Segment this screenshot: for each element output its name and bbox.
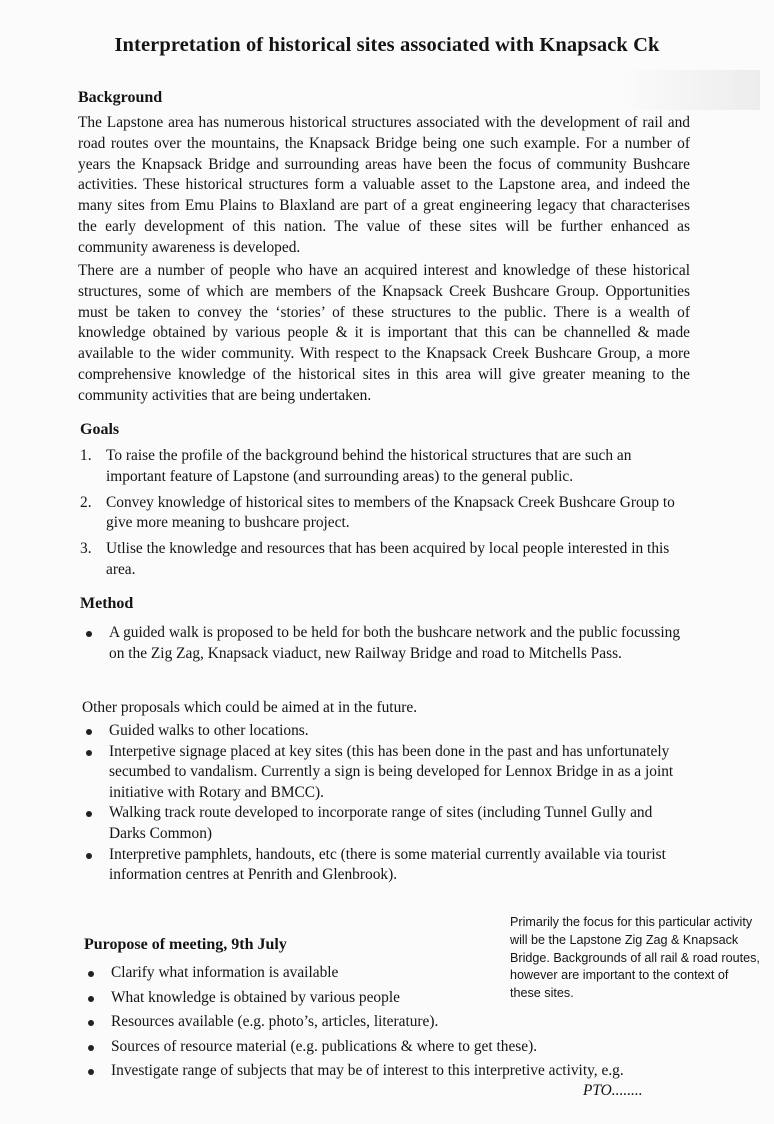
side-note: Primarily the focus for this particular activity will be the Lapstone Zig Zag & Knapsack Bridge. Backgrounds of all rail & road routes, however are important to the context of these sites. — [510, 915, 760, 1001]
background-heading: Background — [78, 89, 163, 106]
bullet-icon — [86, 750, 92, 756]
bullet-icon — [88, 1045, 94, 1051]
purpose-item: Clarify what information is available — [84, 961, 744, 986]
purpose-list — [84, 961, 744, 1084]
proposal-item: Interpretive pamphlets, handouts, etc (there is some material currently available via tourist information centres at Penrith and Glenbrook). — [82, 845, 692, 886]
purpose-item: Resources available (e.g. photo’s, articles, literature). — [84, 1010, 744, 1035]
goal-item: 2. Convey knowledge of historical sites to members of the Knapsack Creek Bushcare Group to give more meaning to bushcare project. — [80, 493, 675, 532]
background-paragraph-2: There are a number of people who have an acquired interest and knowledge of these historical structures, some of which are members of the Knapsack Creek Bushcare Group. Opportunities must be taken to convey the ‘stories’ of these structures to the public. There is a wealth of knowledge obtained by various people & it is important that this can be channelled & made available to the wider community. With respect to the Knapsack Creek Bushcare Group, a more comprehensive knowledge of the historical sites in this area will give greater meaning to the community activities that are being undertaken. — [78, 262, 690, 404]
purpose-item: Investigate range of subjects that may be of interest to this interpretive activity, e.g. — [84, 1059, 744, 1084]
bullet-icon — [86, 853, 92, 859]
pto-note: PTO........ — [583, 1082, 643, 1099]
goal-item: 3. Utlise the knowledge and resources that has been acquired by local people interested in this area. — [80, 540, 670, 578]
goals-heading: Goals — [80, 421, 120, 438]
background-paragraph-1: The Lapstone area has numerous historical structures associated with the development of rail and road routes over the mountains, the Knapsack Bridge being one such example. For a number of years the Knapsack Bridge and surrounding areas have been the focus of community Bushcare activities. These historical structures form a valuable asset to the Lapstone area, and indeed the many sites from Emu Plains to Blaxland are part of a great engineering legacy that characterises the early development of this nation. The value of these sites will be further enhanced as community awareness is developed. — [78, 114, 690, 256]
bullet-icon — [88, 1020, 94, 1026]
proposal-item: Interpetive signage placed at key sites (this has been done in the past and has unfortunately secumbed to vandalism. Currently a sign is being developed for Lennox Bridge in as a joint initiative with Rotary and BMCC). — [82, 742, 692, 804]
bullet-icon — [88, 996, 94, 1002]
bullet-icon — [86, 631, 92, 637]
bullet-icon — [88, 1069, 94, 1075]
bullet-icon — [86, 729, 92, 735]
bullet-icon — [88, 971, 94, 977]
method-list — [82, 623, 682, 664]
method-item: A guided walk is proposed to be held for both the bushcare network and the public focussing on the Zig Zag, Knapsack viaduct, new Railway Bridge and road to Mitchells Pass. — [82, 623, 682, 664]
proposal-item: Walking track route developed to incorporate range of sites (including Tunnel Gully and Darks Common) — [82, 803, 692, 844]
goals-list — [80, 446, 692, 586]
other-proposals-intro: Other proposals which could be aimed at in the future. — [82, 699, 418, 716]
bleed-through-shadow — [620, 70, 760, 110]
proposal-item: Guided walks to other locations. — [82, 721, 692, 742]
purpose-heading: Puropose of meeting, 9th July — [84, 936, 287, 953]
document-title: Interpretation of historical sites associated with Knapsack Ck — [114, 34, 660, 56]
other-proposals-list — [82, 721, 692, 886]
purpose-item: Sources of resource material (e.g. publications & where to get these). — [84, 1035, 744, 1060]
method-heading: Method — [80, 595, 134, 612]
bullet-icon — [86, 811, 92, 817]
purpose-item: What knowledge is obtained by various people — [84, 986, 744, 1011]
goal-item: 1. To raise the profile of the background behind the historical structures that are such an important feature of Lapstone (and surrounding areas) to the general public. — [80, 447, 632, 485]
